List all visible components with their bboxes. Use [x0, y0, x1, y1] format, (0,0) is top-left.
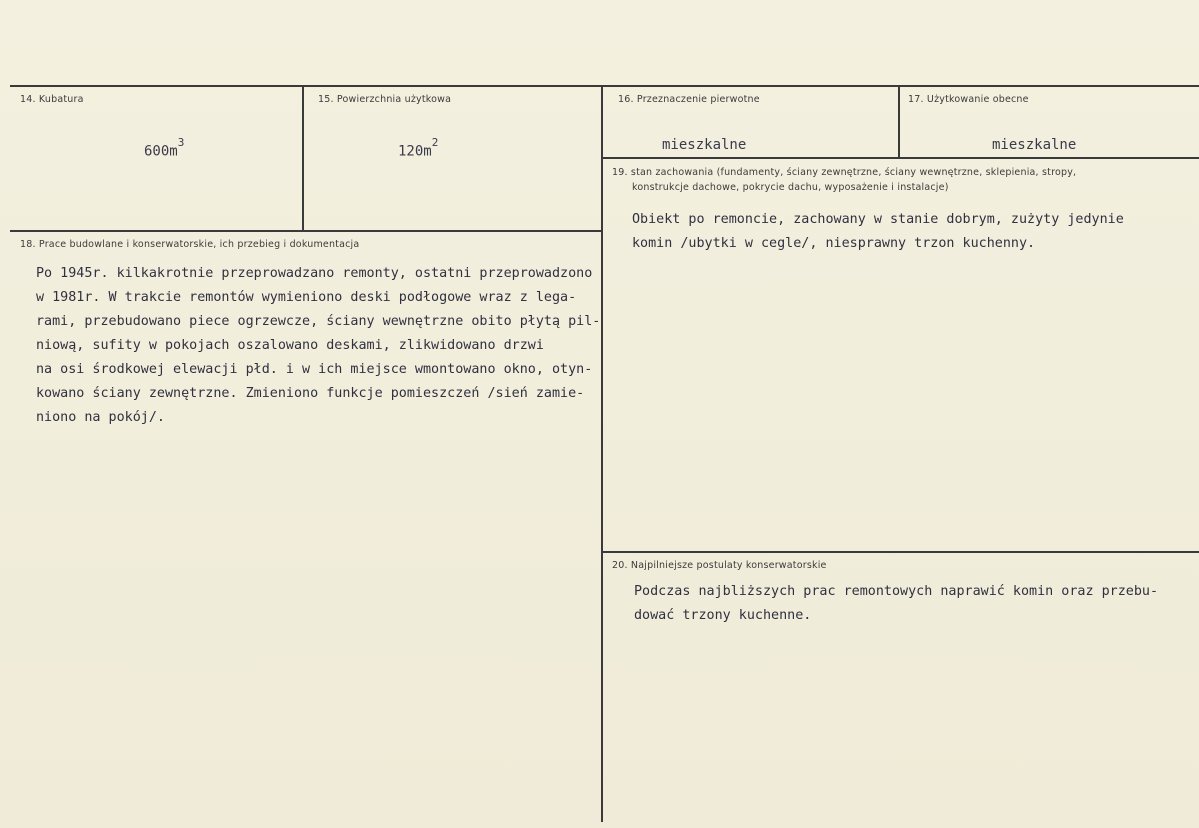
field-15-number: 120m [398, 143, 432, 160]
field-15-value [398, 136, 439, 160]
field-18-line: w 1981r. W trakcie remontów wymieniono deski podłogowe wraz z lega- [36, 290, 577, 305]
field-18-text [36, 262, 600, 430]
field-14-value [144, 136, 185, 160]
field-17-label: 17. Użytkowanie obecne [908, 94, 1029, 105]
field-19-label: 19. stan zachowania (fundamenty, ściany zewnętrzne, ściany wewnętrzne, sklepienia, stropy, [612, 167, 1077, 178]
field-14-label: 14. Kubatura [20, 94, 84, 105]
field-19-text [632, 208, 1124, 256]
field-18-line: niono na pokój/. [36, 410, 165, 425]
field-17-value: mieszkalne [992, 137, 1077, 153]
divider-left-right [601, 86, 603, 822]
divider-16-17 [898, 86, 900, 157]
field-18-line: rami, przebudowano piece ogrzewcze, ściany wewnętrzne obito płytą pil- [36, 314, 601, 329]
field-20-text [634, 580, 1158, 628]
field-18-line: na osi środkowej elewacji płd. i w ich miejsce wmontowano okno, otyn- [36, 362, 593, 377]
field-15-unit-exponent: 2 [431, 136, 439, 149]
divider-row-19-20 [602, 551, 1199, 553]
divider-row-16-19 [602, 157, 1199, 159]
field-16-value: mieszkalne [662, 137, 747, 153]
field-18-line: niową, sufity w pokojach oszalowano deskami, zlikwidowano drzwi [36, 338, 544, 353]
divider-14-15 [302, 86, 304, 231]
field-18-label: 18. Prace budowlane i konserwatorskie, ich przebieg i dokumentacja [20, 239, 360, 250]
field-19-line: komin /ubytki w cegle/, niesprawny trzon kuchenny. [632, 236, 1036, 251]
field-15-label: 15. Powierzchnia użytkowa [318, 94, 452, 105]
field-20-line: Podczas najbliższych prac remontowych naprawić komin oraz przebu- [634, 584, 1159, 599]
field-18-line: kowano ściany zewnętrzne. Zmieniono funkcje pomieszczeń /sień zamie- [36, 386, 585, 401]
field-19-line: Obiekt po remoncie, zachowany w stanie dobrym, zużyty jedynie [632, 212, 1124, 227]
field-14-number: 600m [144, 143, 178, 160]
field-20-label: 20. Najpilniejsze postulaty konserwatorskie [612, 560, 827, 571]
top-border-line [10, 85, 1199, 87]
field-18-line: Po 1945r. kilkakrotnie przeprowadzano remonty, ostatni przeprowadzono [36, 266, 593, 281]
field-19-label-continued: konstrukcje dachowe, pokrycie dachu, wyposażenie i instalacje) [632, 182, 949, 193]
field-20-line: dować trzony kuchenne. [634, 608, 812, 623]
field-16-label: 16. Przeznaczenie pierwotne [618, 94, 760, 105]
divider-row-14-18 [10, 230, 602, 232]
field-14-unit-exponent: 3 [177, 136, 185, 149]
